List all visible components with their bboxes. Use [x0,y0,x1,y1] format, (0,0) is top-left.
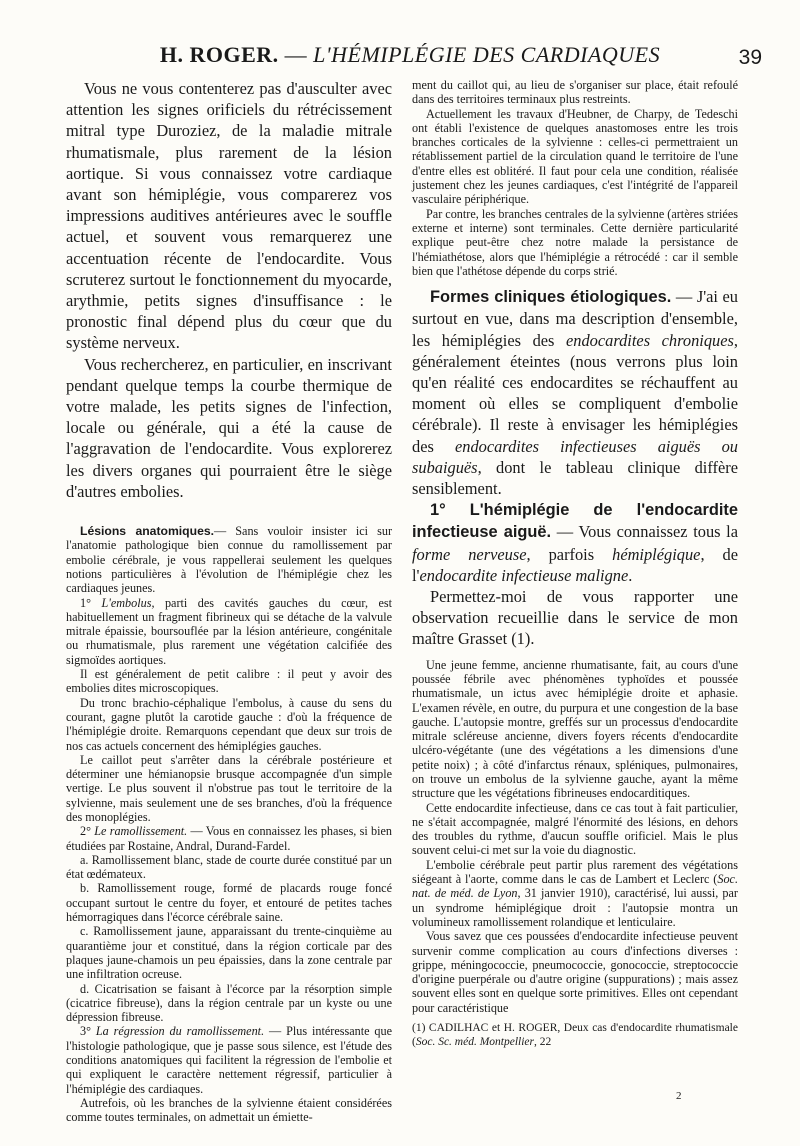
paragraph-c: c. Ramollissement jaune, apparaissant du trente-cinquième au quarantième jour et constitué, dans la région corticale par des plaques jaune-chamois un peu épaissies, dans la zone centrale par une infiltration ocreuse. [66,924,392,982]
paragraph-caillot: Le caillot peut s'arrêter dans la cérébrale postérieure et déterminer une hémianopsie brusque accompagnée d'un simple vertige. Le plus souvent il n'obstrue pas tout le territoire de la sylvienne, mais seulement une de ses branches, d'où la fréquence des monoplégies. [66,752,392,824]
right-column [412,78,738,1049]
paragraph-permettez: Permettez-moi de vous rapporter une observation recueillie dans le service de mon maître Grasset (1). [412,587,738,649]
paragraph-auscultation: Vous ne vous contenterez pas d'ausculter avec attention les signes orificiels du rétrécissement mitral type Duroziez, de la maladie mitrale rhumatismale, plus rarement de la lésion aortique. Si vous connaissez votre cardiaque avant son hémiplégie, vous comparerez vos impressions auditives antérieures avec le souffle actuel, et souvent vous remarquerez une accentuation récente de l'endocardite. Vous scruterez surtout le fonctionnement du myocarde, arythmie, petits signes d'insuffisance : le pronostic final dépend plus du cœur que du système nerveux. [66,79,392,353]
paragraph-endocardite-aigue: 1° L'hémiplégie de l'endocardite infectieuse aiguë. — Vous connaissez tous la forme nerveuse, parfois hémiplégique, de l'endocardite infectieuse maligne. [412,501,739,585]
paragraph-observation: Une jeune femme, ancienne rhumatisante, fait, au cours d'une poussée fébrile avec phénomènes typhoïdes et poussée rhumatismale, un ictus avec hémiplégie droite et aphasie. L'examen révèle, en outre, du purpura et une congestion de la base gauche. L'autopsie montre, greffés sur un processus d'endocardite mitrale scléreuse ancienne, divers foyers récents d'endocardite ulcéro-végétante (une des végétations a les dimensions d'une petite noix) ; à côté d'infarctus rénaux, spléniques, pulmonaires, on trouve un embolus de la sylvienne gauche, ayant la même structure que les végétations fibrineuses endocarditiques. [412,657,738,801]
paragraph-tronc: Du tronc brachio-céphalique l'embolus, à cause du sens du courant, gagne plutôt la carotide gauche : d'où la fréquence de l'hémiplégie droite. Remarquons cependant que deux sur trois de nos cas actuels concernent des hémiplégies gauches. [66,695,392,753]
paragraph-b: b. Ramollissement rouge, formé de placards rouge foncé occupant surtout le centre du foyer, et entouré de petites taches hémorragiques dans l'écorce cérébrale saine. [66,881,392,925]
header-author: H. ROGER. [159,42,279,67]
running-header [60,42,760,74]
paragraph-embolus: 1° L'embolus, parti des cavités gauches du cœur, est habituellement un fragment fibrineux qui se détache de la valvule mitrale épaissie, boursouflée par la lésion antérieure, congénitale ou rhumatismale, plus rarement une végétation calcifiée des sigmoïdes aortiques. [66,595,393,667]
paragraph-continuation: ment du caillot qui, au lieu de s'organiser sur place, était refoulé dans des territoires terminaux plus restreints. [412,78,738,107]
paragraph-recherche: Vous rechercherez, en particulier, en inscrivant pendant quelque temps la courbe thermique de votre malade, les petits signes de l'infection, locale ou générale, qui a été la cause de l'aggravation de l'endocardite. Vous explorerez les divers organes qui pourraient être le siège d'autres embolies. [66,354,392,501]
paragraph-formes: Formes cliniques étiologiques. — J'ai eu surtout en vue, dans ma description d'ensemble, les hémiplégies des endocardites chroniques, généralement éteintes (nous verrons plus loin qu'en réalité ces endocardites se réchauffent au moment où elles se compliquent d'embolie cérébrale). Il reste à envisager les hémiplégies des endocardites infectieuses aiguës ou subaiguës, dont le tableau clinique diffère sensiblement. [412,287,739,498]
paragraph-heubner: Actuellement les travaux d'Heubner, de Charpy, de Tedeschi ont établi l'existence de quelques anastomoses entre les trois branches corticales de la sylvienne : celles-ci permettraient un rétablissement partiel de la circulation quand le territoire de l'une d'entre elles est oblitéré. Il faut pour cela une condition, réalisée justement chez les jeunes cardiaques, c'est l'intégrité de l'appareil vasculaire périphérique. [412,106,738,207]
paragraph-autrefois: Autrefois, où les branches de la sylvienne étaient considérées comme toutes terminales, on admettait un émiette- [66,1095,392,1125]
paragraph-ramollissement: 2° Le ramollissement. — Vous en connaissez les phases, si bien étudiées par Rostaine, Andral, Durand-Fardel. [66,824,393,853]
paragraph-calibre: Il est généralement de petit calibre : il peut y avoir des embolies dites microscopiques. [66,667,392,696]
section-heading-lesions: Lésions anatomiques. [80,524,215,539]
header-dash: — [284,42,308,67]
signature-mark: 2 [676,1090,682,1102]
left-column [66,78,392,1125]
header-title: L'HÉMIPLÉGIE DES CARDIAQUES [313,42,661,67]
paragraph-vous-savez: Vous savez que ces poussées d'endocardite infectieuse peuvent survenir comme complication au cours d'infections diverses : grippe, méningococcie, pneumococcie, gonococcie, streptococcie d'origine puerpérale ou d'autre origine (suppurations) ; mais assez souvent elles sont en quelque sorte primitives. Elles ont cependant pour caractéristique [412,929,738,1015]
page-number: 39 [738,46,762,69]
paragraph-lesions: Lésions anatomiques.— Sans vouloir insister ici sur l'anatomie pathologique bien connue du ramollissement par embolie cérébrale, je vous rappellerai seulement les quelques notions particulières à l'évolution de l'hémiplégie chez les cardiaques jeunes. [66,524,393,596]
paragraph-par-contre: Par contre, les branches centrales de la sylvienne (artères striées externe et interne) sont terminales. Cette dernière particularité explique peut-être chez notre malade la persistance de l'hémiathétose, alors que l'hémiplégie a rétrocédé : car il semble bien que l'athétose dépende du corps strié. [412,206,738,278]
paragraph-embolie-aorte: L'embolie cérébrale peut partir plus rarement des végétations siégeant à l'aorte, comme dans le cas de Lambert et Leclerc (Soc. nat. de méd. de Lyon, 31 janvier 1910), caractérisé, lui aussi, par un syndrome hémiplégique droit : l'autopsie montra un volumineux ramollissement rolandique et lenticulaire. [412,857,738,929]
footnote: (1) CADILHAC et H. ROGER, Deux cas d'endocardite rhumatismale (Soc. Sc. méd. Montpellier, 22 [412,1022,738,1049]
paragraph-d: d. Cicatrisation se faisant à l'écorce par la résorption simple (cicatrice fibreuse), dans la région centrale par un kyste ou une dépression fibreuse. [66,981,392,1025]
paragraph-cette-endocardite: Cette endocardite infectieuse, dans ce cas tout à fait particulier, ne s'était accompagnée, malgré l'énormité des lésions, en dehors des troubles du rythme, d'aucun souffle orificiel. Mais le plus souvent celui-ci met sur la voie du diagnostic. [412,800,738,858]
subsection-heading-aigue: 1° L'hémiplégie de l'endocardite infectieuse aiguë. [412,501,738,542]
paragraph-a: a. Ramollissement blanc, stade de courte durée constitué par un état œdémateux. [66,852,392,882]
paragraph-regression: 3° La régression du ramollissement. — Plus intéressante que l'histologie pathologique, que je passe sous silence, est l'étude des conditions anatomiques qui facilitent la régression de l'embolie et qui expliquent le caractère nettement régressif, particulier à l'hémiplégie des cardiaques. [66,1024,392,1096]
section-heading-formes: Formes cliniques étiologiques. [430,288,672,307]
